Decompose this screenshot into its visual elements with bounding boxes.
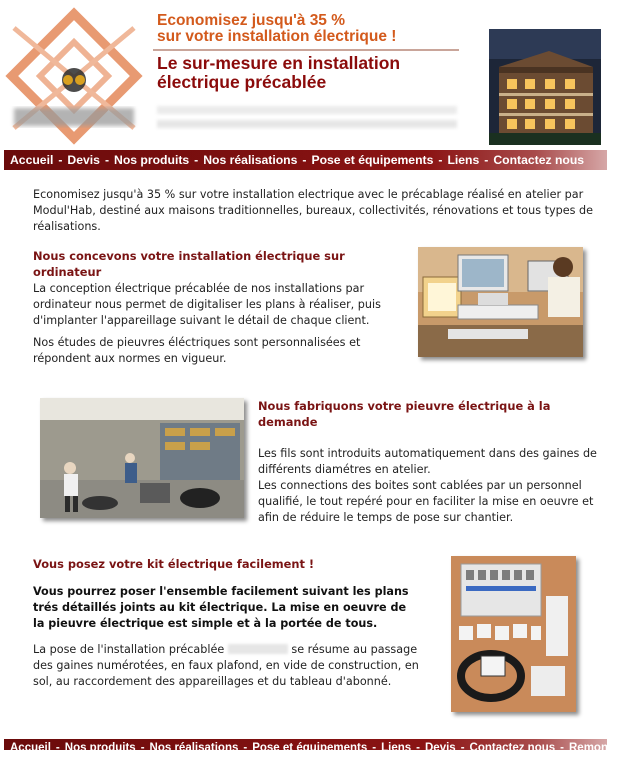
promo-headline [157,13,457,45]
computer-design-photo [418,247,583,357]
nav-separator: - [243,742,248,754]
main-headline-line2: électrique précablée [157,72,327,92]
nav-separator: - [58,153,63,167]
nav-nos-produits[interactable]: Nos produits [114,153,190,167]
section2-paragraph2: Les connections des boites sont cablées par un personnel qualifié, le tout repéré pour en faciliter la mise en oeuvre et afin de réduire le temps de pose sur chantier. [258,479,594,524]
nav-separator: - [438,153,443,167]
top-navigation [4,150,607,170]
section2-paragraph1: Les fils sont introduits automatiquement dans des gaines de différents diamétres en atelier. [258,447,597,476]
section1-paragraph2: Nos études de pieuvres éléctriques sont personnalisées et répondent aux normes en vigueur. [33,336,361,365]
footer-nav-pose-equipements[interactable]: Pose et équipements [252,742,368,754]
footer-nav-contactez-nous[interactable]: Contactez nous [469,742,556,754]
footer-nav-remontez[interactable]: Remontez [569,742,624,754]
section3-bold-paragraph: Vous pourrez poser l'ensemble facilement suivant les plans trés détaillés joints au kit électrique. La mise en oeuvre de la pieuvre électrique est simple et à la portée de tous. [33,585,409,630]
footer-nav-nos-realisations[interactable]: Nos réalisations [149,742,239,754]
nav-contactez-nous[interactable]: Contactez nous [493,153,585,167]
nav-nos-realisations[interactable]: Nos réalisations [203,153,298,167]
nav-separator: - [560,742,564,754]
section3-paragraph-end: se résume au passage des gaines numérotées, en faux plafond, en vide de construction, en sol, au raccordement des appareillages et du tableau d'abonné. [33,643,419,688]
header-divider [153,49,459,51]
electrical-kit-photo [451,556,576,712]
company-logo[interactable] [4,8,144,146]
nav-separator: - [194,153,199,167]
bottom-navigation [4,739,624,754]
section1-paragraph1: La conception électrique précablée de nos installations par ordinateur nous permet de digitaliser les plans à réaliser, puis d'implanter l'appareillage suivant le détail de chaque client. [33,282,381,327]
promo-headline-line2: sur votre installation électrique ! [157,28,397,45]
building-photo [489,29,601,145]
section3-paragraph [33,642,438,690]
workshop-photo [40,398,244,518]
nav-devis[interactable]: Devis [67,153,100,167]
nav-liens[interactable]: Liens [447,153,480,167]
footer-nav-liens[interactable]: Liens [381,742,412,754]
nav-separator: - [484,153,489,167]
nav-separator: - [140,742,145,754]
footer-nav-accueil[interactable]: Accueil [10,742,51,754]
intro-text: Economisez jusqu'à 35 % sur votre installation electrique avec le précablage réalisé en atelier par Modul'Hab, destiné aux maisons traditionnelles, bureaux, collectivités, rénovations et tous types de réalisations. [33,188,593,233]
footer-nav-nos-produits[interactable]: Nos produits [64,742,136,754]
section3-title: Vous posez votre kit électrique facilement ! [33,557,315,571]
page-header [0,0,607,150]
nav-separator: - [372,742,377,754]
blurred-brand-name [228,644,288,654]
section3-paragraph-start: La pose de l'installation précablée [33,643,225,656]
main-headline [157,54,457,92]
nav-accueil[interactable]: Accueil [10,153,54,167]
nav-pose-equipements[interactable]: Pose et équipements [311,153,434,167]
main-headline-line1: Le sur-mesure en installation [157,53,401,73]
nav-separator: - [104,153,110,167]
nav-separator: - [302,153,307,167]
nav-separator: - [460,742,465,754]
promo-headline-line1: Economisez jusqu'à 35 % [157,12,346,29]
nav-separator: - [416,742,420,754]
blurred-tagline [157,106,457,142]
nav-separator: - [55,742,60,754]
section2-title: Nous fabriquons votre pieuvre électrique à la demande [258,399,551,429]
section1-title: Nous concevons votre installation électrique sur ordinateur [33,249,345,279]
footer-nav-devis[interactable]: Devis [425,742,456,754]
